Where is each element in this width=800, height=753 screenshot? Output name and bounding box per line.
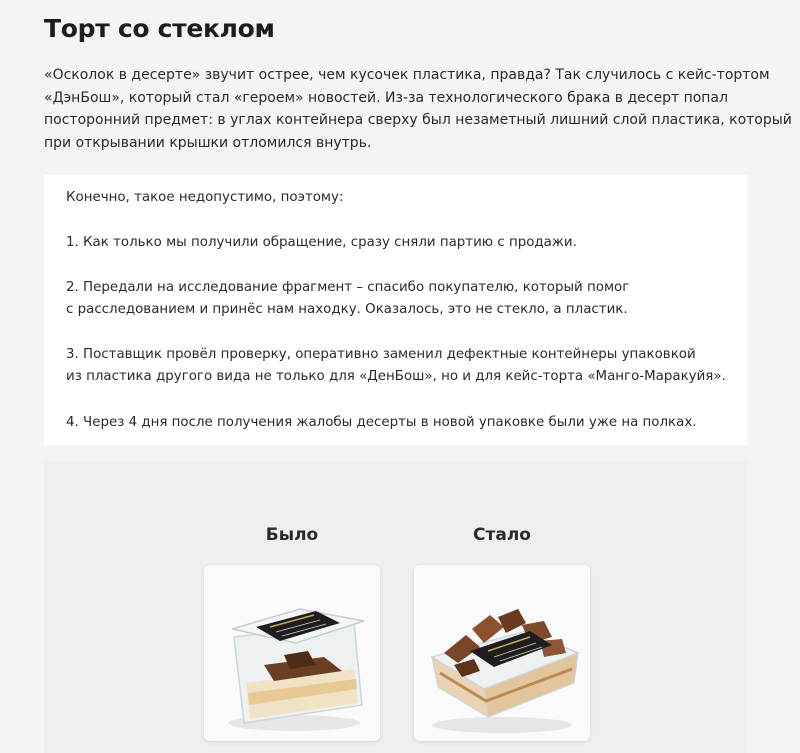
step-line: 1. Как только мы получили обращение, сразу сняли партию с продажи.: [66, 235, 577, 250]
before-photo[interactable]: [204, 565, 380, 741]
before-label: Было: [265, 525, 319, 545]
after-label: Стало: [473, 525, 531, 545]
before-after-section: [44, 461, 747, 753]
old-container-image: [204, 565, 380, 741]
step-item-4: [66, 412, 697, 434]
intro-paragraph: [44, 64, 792, 154]
step-line: 2. Передали на исследование фрагмент – спасибо покупателю, который помог: [66, 280, 630, 295]
intro-line: при открывании крышки отломился внутрь.: [44, 134, 372, 151]
intro-line: посторонний предмет: в углах контейнера сверху был незаметный лишний слой пластика, который: [44, 112, 792, 128]
step-line: с расследованием и принёс нам находку. Оказалось, это не стекло, а пластик.: [66, 302, 628, 317]
step-item-3: [66, 344, 726, 388]
intro-line: «ДэнБош», который стал «героем» новостей. Из-за технологического брака в десерт попал: [44, 89, 728, 106]
step-item-1: [66, 232, 577, 254]
step-line: из пластика другого вида не только для «ДенБош», но и для кейс-торта «Манго-Маракуйя».: [66, 369, 726, 384]
steps-lead: Конечно, такое недопустимо, поэтому:: [66, 190, 344, 205]
intro-line: «Осколок в десерте» звучит острее, чем кусочек пластика, правда? Так случилось с кейс-тортом: [44, 67, 770, 83]
new-container-image: [414, 565, 590, 741]
steps-card: [44, 175, 747, 445]
step-item-2: [66, 277, 629, 321]
article-title: Торт со стеклом: [44, 14, 275, 43]
after-photo[interactable]: [414, 565, 590, 741]
step-line: 3. Поставщик провёл проверку, оперативно заменил дефектные контейнеры упаковкой: [66, 347, 696, 362]
step-line: 4. Через 4 дня после получения жалобы десерты в новой упаковке были уже на полках.: [66, 415, 697, 430]
